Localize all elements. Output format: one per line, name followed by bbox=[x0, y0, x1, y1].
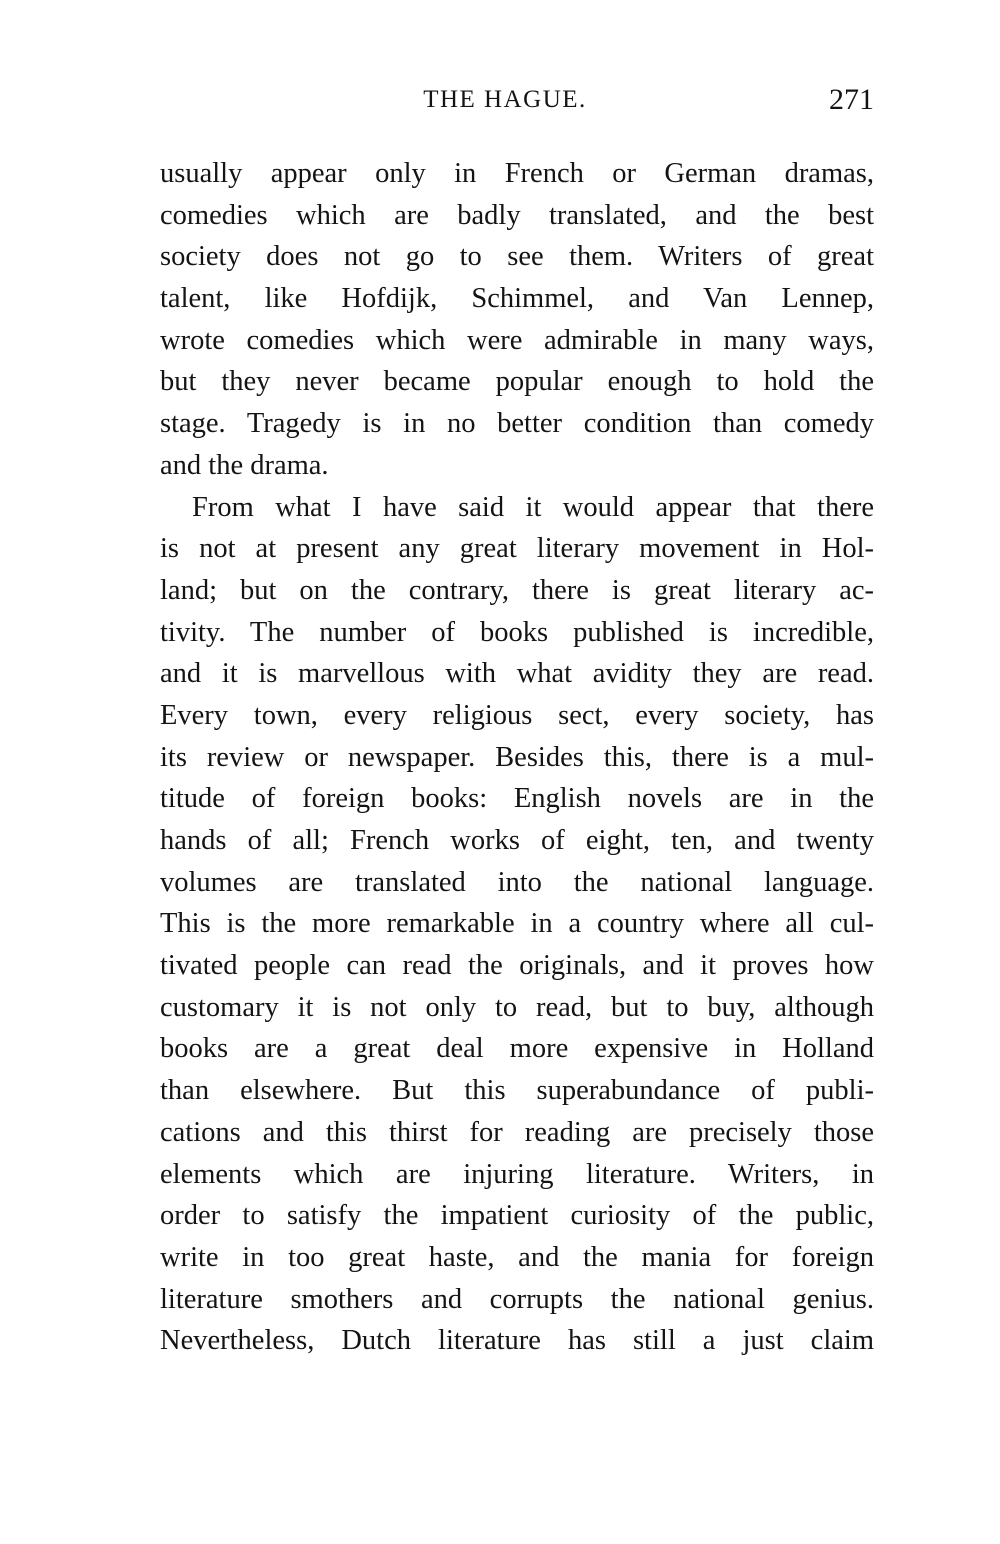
text-line: books are a great deal more expensive in Holland bbox=[160, 1033, 874, 1065]
text-line: hands of all; French works of eight, ten, and twenty bbox=[160, 825, 874, 856]
text-line: Every town, every religious sect, every society, has bbox=[160, 699, 874, 731]
text-line: and it is marvellous with what avidity they are read. bbox=[160, 658, 874, 690]
body-text bbox=[160, 153, 874, 1362]
text-line: tivity. The number of books published is incredible, bbox=[160, 616, 874, 648]
text-line: but they never became popular enough to hold the bbox=[160, 366, 874, 398]
text-line: literature smothers and corrupts the national genius. bbox=[160, 1283, 874, 1315]
text-line: volumes are translated into the national language. bbox=[160, 866, 874, 898]
text-line: talent, like Hofdijk, Schimmel, and Van Lennep, bbox=[160, 283, 874, 315]
text-line: usually appear only in French or German dramas, bbox=[160, 158, 874, 189]
text-line: write in too great haste, and the mania for foreign bbox=[160, 1241, 874, 1273]
text-line: order to satisfy the impatient curiosity of the public, bbox=[160, 1200, 874, 1232]
text-line: titude of foreign books: English novels are in the bbox=[160, 783, 874, 815]
text-line: wrote comedies which were admirable in many ways, bbox=[160, 324, 874, 356]
text-line: society does not go to see them. Writers of great bbox=[160, 241, 874, 273]
text-line: This is the more remarkable in a country where all cul- bbox=[160, 908, 874, 940]
text-line: elements which are injuring literature. Writers, in bbox=[160, 1158, 874, 1190]
running-head bbox=[160, 80, 874, 120]
text-line: is not at present any great literary movement in Hol- bbox=[160, 533, 874, 565]
text-line: land; but on the contrary, there is great literary ac- bbox=[160, 574, 874, 606]
text-line: From what I have said it would appear that there bbox=[192, 491, 874, 523]
running-title: THE HAGUE. bbox=[423, 86, 587, 113]
text-line: comedies which are badly translated, and the best bbox=[160, 199, 874, 231]
text-line: its review or newspaper. Besides this, there is a mul- bbox=[160, 741, 874, 773]
text-line: Nevertheless, Dutch literature has still a just claim bbox=[160, 1325, 874, 1357]
text-line: cations and this thirst for reading are precisely those bbox=[160, 1116, 874, 1148]
text-line: stage. Tragedy is in no better condition than comedy bbox=[160, 408, 874, 440]
page-number: 271 bbox=[829, 83, 874, 116]
text-line: tivated people can read the originals, and it proves how bbox=[160, 950, 874, 982]
text-line: and the drama. bbox=[160, 449, 329, 481]
text-line: customary it is not only to read, but to buy, although bbox=[160, 991, 874, 1023]
text-line: than elsewhere. But this superabundance of publi- bbox=[160, 1075, 874, 1107]
